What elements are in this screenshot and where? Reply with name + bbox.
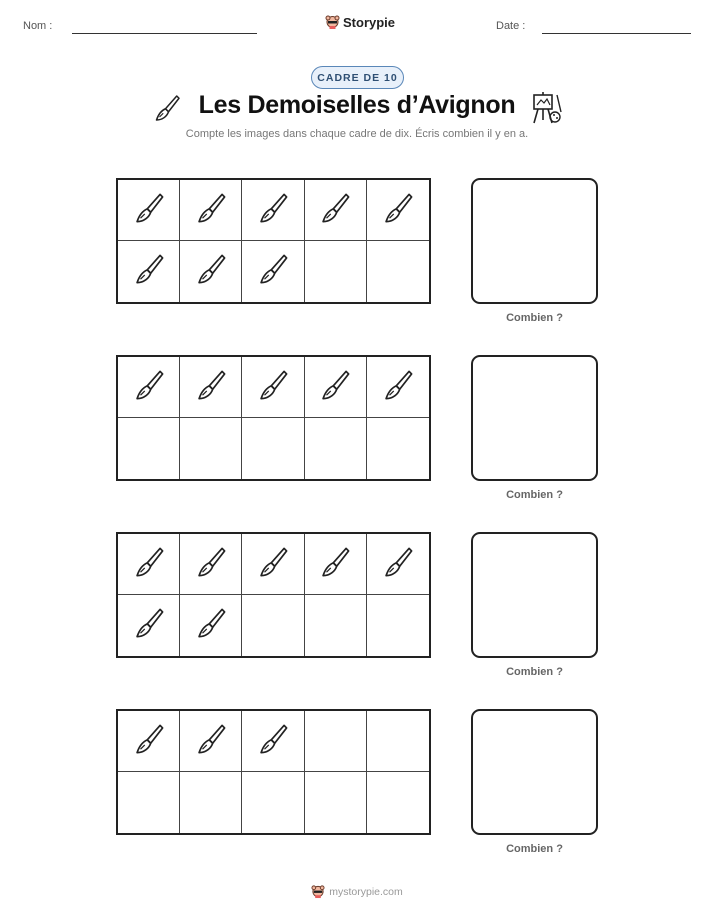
answer-box-2[interactable] bbox=[471, 355, 598, 481]
frame-cell bbox=[242, 534, 304, 595]
paintbrush-icon bbox=[194, 722, 228, 761]
paintbrush-icon bbox=[256, 722, 290, 761]
brand-name: Storypie bbox=[343, 14, 396, 30]
frame-cell bbox=[305, 595, 367, 656]
easel-icon bbox=[528, 90, 564, 126]
paintbrush-icon bbox=[318, 191, 352, 230]
storypie-mascot-icon bbox=[311, 884, 325, 899]
ten-frame-4 bbox=[116, 709, 431, 835]
frame-cell bbox=[180, 180, 242, 241]
frame-cell bbox=[305, 357, 367, 418]
brand-logo bbox=[325, 14, 395, 30]
frame-cell bbox=[367, 711, 429, 772]
frame-cell bbox=[118, 534, 180, 595]
frame-cell bbox=[180, 241, 242, 302]
answer-box-4[interactable] bbox=[471, 709, 598, 835]
date-line[interactable] bbox=[542, 33, 691, 34]
frame-cell bbox=[180, 595, 242, 656]
frame-cell bbox=[180, 357, 242, 418]
frame-cell bbox=[367, 241, 429, 302]
paintbrush-icon bbox=[318, 368, 352, 407]
paintbrush-icon bbox=[132, 606, 166, 645]
frame-cell bbox=[367, 418, 429, 479]
frame-cell bbox=[242, 418, 304, 479]
frame-cell bbox=[242, 180, 304, 241]
date-label: Date : bbox=[496, 20, 526, 32]
frame-cell bbox=[180, 711, 242, 772]
frame-cell bbox=[367, 180, 429, 241]
question-label-1: Combien ? bbox=[506, 312, 563, 324]
name-label: Nom : bbox=[23, 20, 53, 32]
paintbrush-icon bbox=[194, 191, 228, 230]
frame-cell bbox=[180, 418, 242, 479]
footer bbox=[0, 884, 714, 899]
frame-cell bbox=[118, 418, 180, 479]
frame-cell bbox=[118, 241, 180, 302]
answer-box-1[interactable] bbox=[471, 178, 598, 304]
paintbrush-icon bbox=[256, 191, 290, 230]
paintbrush-icon bbox=[194, 545, 228, 584]
ten-frame-3 bbox=[116, 532, 431, 658]
paintbrush-icon bbox=[256, 252, 290, 291]
question-label-2: Combien ? bbox=[506, 489, 563, 501]
frame-cell bbox=[242, 595, 304, 656]
paintbrush-icon bbox=[132, 722, 166, 761]
frame-cell bbox=[118, 357, 180, 418]
frame-cell bbox=[305, 711, 367, 772]
ten-frame-2 bbox=[116, 355, 431, 481]
frame-cell bbox=[118, 772, 180, 833]
frame-cell bbox=[118, 180, 180, 241]
frame-cell bbox=[242, 772, 304, 833]
frame-cell bbox=[242, 357, 304, 418]
frame-cell bbox=[305, 772, 367, 833]
paintbrush-icon bbox=[132, 368, 166, 407]
paintbrush-icon bbox=[194, 368, 228, 407]
frame-cell bbox=[367, 357, 429, 418]
question-label-3: Combien ? bbox=[506, 666, 563, 678]
paintbrush-icon bbox=[132, 191, 166, 230]
frame-cell bbox=[242, 241, 304, 302]
frame-cell bbox=[180, 534, 242, 595]
paintbrush-icon bbox=[256, 368, 290, 407]
paintbrush-icon bbox=[132, 545, 166, 584]
question-label-4: Combien ? bbox=[506, 843, 563, 855]
paintbrush-icon bbox=[381, 545, 415, 584]
paintbrush-icon bbox=[194, 606, 228, 645]
frame-cell bbox=[305, 534, 367, 595]
paintbrush-icon bbox=[381, 368, 415, 407]
paintbrush-icon bbox=[318, 545, 352, 584]
instructions: Compte les images dans chaque cadre de dix. Écris combien il y en a. bbox=[185, 128, 529, 140]
frame-cell bbox=[305, 241, 367, 302]
frame-cell bbox=[305, 180, 367, 241]
paintbrush-icon bbox=[132, 252, 166, 291]
name-line[interactable] bbox=[72, 33, 257, 34]
frame-cell bbox=[118, 595, 180, 656]
ten-frame-1 bbox=[116, 178, 431, 304]
frame-cell bbox=[180, 772, 242, 833]
page-title: Les Demoiselles d’Avignon bbox=[198, 91, 516, 119]
paintbrush-icon bbox=[256, 545, 290, 584]
worksheet-badge: CADRE DE 10 bbox=[311, 66, 404, 89]
frame-cell bbox=[242, 711, 304, 772]
frame-cell bbox=[305, 418, 367, 479]
paintbrush-icon bbox=[194, 252, 228, 291]
frame-cell bbox=[367, 772, 429, 833]
footer-url: mystorypie.com bbox=[329, 885, 403, 898]
storypie-mascot-icon bbox=[325, 14, 340, 30]
frame-cell bbox=[367, 534, 429, 595]
answer-box-3[interactable] bbox=[471, 532, 598, 658]
paintbrush-icon bbox=[381, 191, 415, 230]
frame-cell bbox=[367, 595, 429, 656]
frame-cell bbox=[118, 711, 180, 772]
